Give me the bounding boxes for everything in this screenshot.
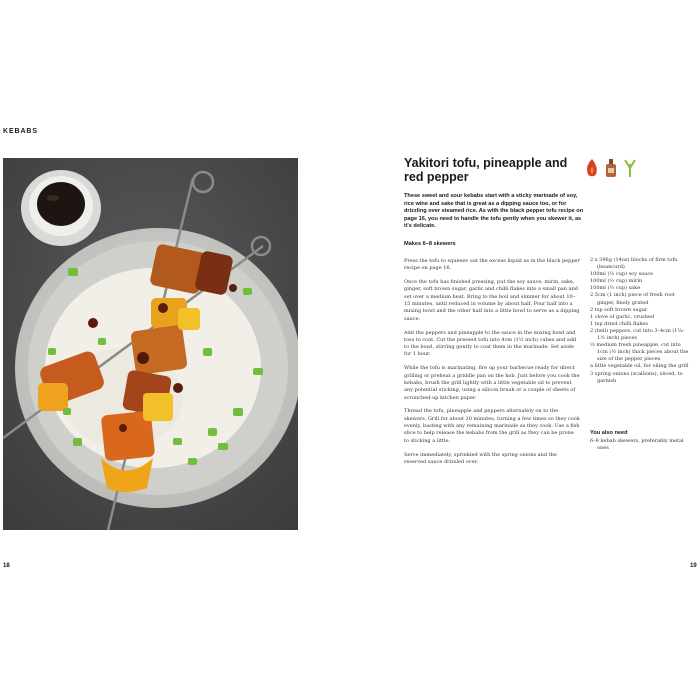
vegetarian-icon: [623, 158, 637, 178]
recipe-title: Yakitori tofu, pineapple and red pepper: [404, 156, 568, 184]
page-number-right: 19: [690, 563, 697, 569]
chilli-icon: [585, 158, 599, 178]
ingredient-item: 3 spring onions (scallions), sliced, to garnish: [590, 370, 683, 384]
also-need-heading: You also need: [590, 430, 628, 436]
ingredient-item: 1 tsp dried chilli flakes: [590, 320, 648, 327]
method-step: Serve immediately, sprinkled with the spring onions and the reserved sauce drizzled over.: [404, 451, 557, 465]
ingredient-item: 100ml (⅓ cup) soy sauce: [590, 271, 654, 278]
method-step: Thread the tofu, pineapple and peppers alternately on to the skewers. Grill for about 20 minutes, turning a few times so they cook evenly, basting with any remaining marinade as they cook. Use a fish slice to help release the kebabs from the grill as they can be prone to sticking a little.: [404, 408, 580, 444]
ingredient-item: 100ml (⅓ cup) mirin: [590, 278, 643, 285]
ingredient-item: 2 tsp soft brown sugar: [590, 306, 648, 313]
ingredient-list: [590, 257, 692, 385]
ingredient-item: 100ml (⅓ cup) sake: [590, 285, 641, 292]
also-need-list: [590, 438, 692, 452]
method-steps: [404, 258, 580, 473]
method-step: Once the tofu has finished pressing, put the soy sauce, mirin, sake, ginger, soft brown sugar, garlic and chilli flakes into a small pan and set over a medium heat. Bring to the boil and simmer for about 10–15 minutes, until reduced in volume by about half. Pour half into a mixing bowl and the other half into a little bowl to serve as a dipping sauce.: [404, 279, 580, 322]
method-step: While the tofu is marinating, fire up your barbecue ready for direct grilling or preheat a griddle pan on the hob. Just before you cook the kebabs, brush the grill lightly with a little vegetable oil to prevent any potential sticking, using a silicon brush or a couple of sheets of scrunched-up kitchen paper.: [404, 365, 580, 401]
ingredient-item: 2 x 396g (14oz) blocks of firm tofu (beancurd): [590, 257, 678, 271]
method-step: Add the peppers and pineapple to the sauce in the mixing bowl and toss to coat. Cut the pressed tofu into 4cm (1½ inch) cubes and add to the bowl, stirring gently to coat them in the marinade. Set aside for 1 hour.: [404, 329, 577, 358]
ingredient-item: 2 (bell) peppers, cut into 3–4cm (1¼–1½ inch) pieces: [590, 327, 685, 342]
diet-icons: [585, 156, 637, 178]
method-step: Press the tofu to squeeze out the excess liquid as in the black pepper recipe on page 16.: [404, 258, 580, 272]
ingredient-item: 2.5cm (1 inch) piece of fresh root ginger, finely grated: [590, 292, 675, 306]
section-label: KEBABS: [3, 128, 38, 135]
also-need-item: 6–8 kebab skewers, preferably metal ones: [590, 438, 684, 452]
ingredient-item: a little vegetable oil, for oiling the grill: [590, 363, 689, 370]
recipe-yield: Makes 6–8 skewers: [404, 241, 456, 247]
recipe-photo: [3, 158, 298, 530]
page-number-left: 18: [3, 563, 10, 569]
ingredient-item: ½ medium fresh pineapple, cut into 1cm (½ inch) thick pieces about the size of the pepper pieces: [590, 342, 689, 363]
ingredient-item: 1 clove of garlic, crushed: [590, 313, 655, 320]
bottle-icon: [604, 158, 618, 178]
food-photo-illustration: [3, 158, 298, 530]
recipe-intro: These sweet and sour kebabs start with a sticky marinade of soy, rice wine and sake that is great as a dipping sauce too, or for drizzling over steamed rice. As with the black pepper tofu recipe on page 16, you need to handle the tofu gently when you skewer it, as it's delicate.: [404, 193, 584, 230]
